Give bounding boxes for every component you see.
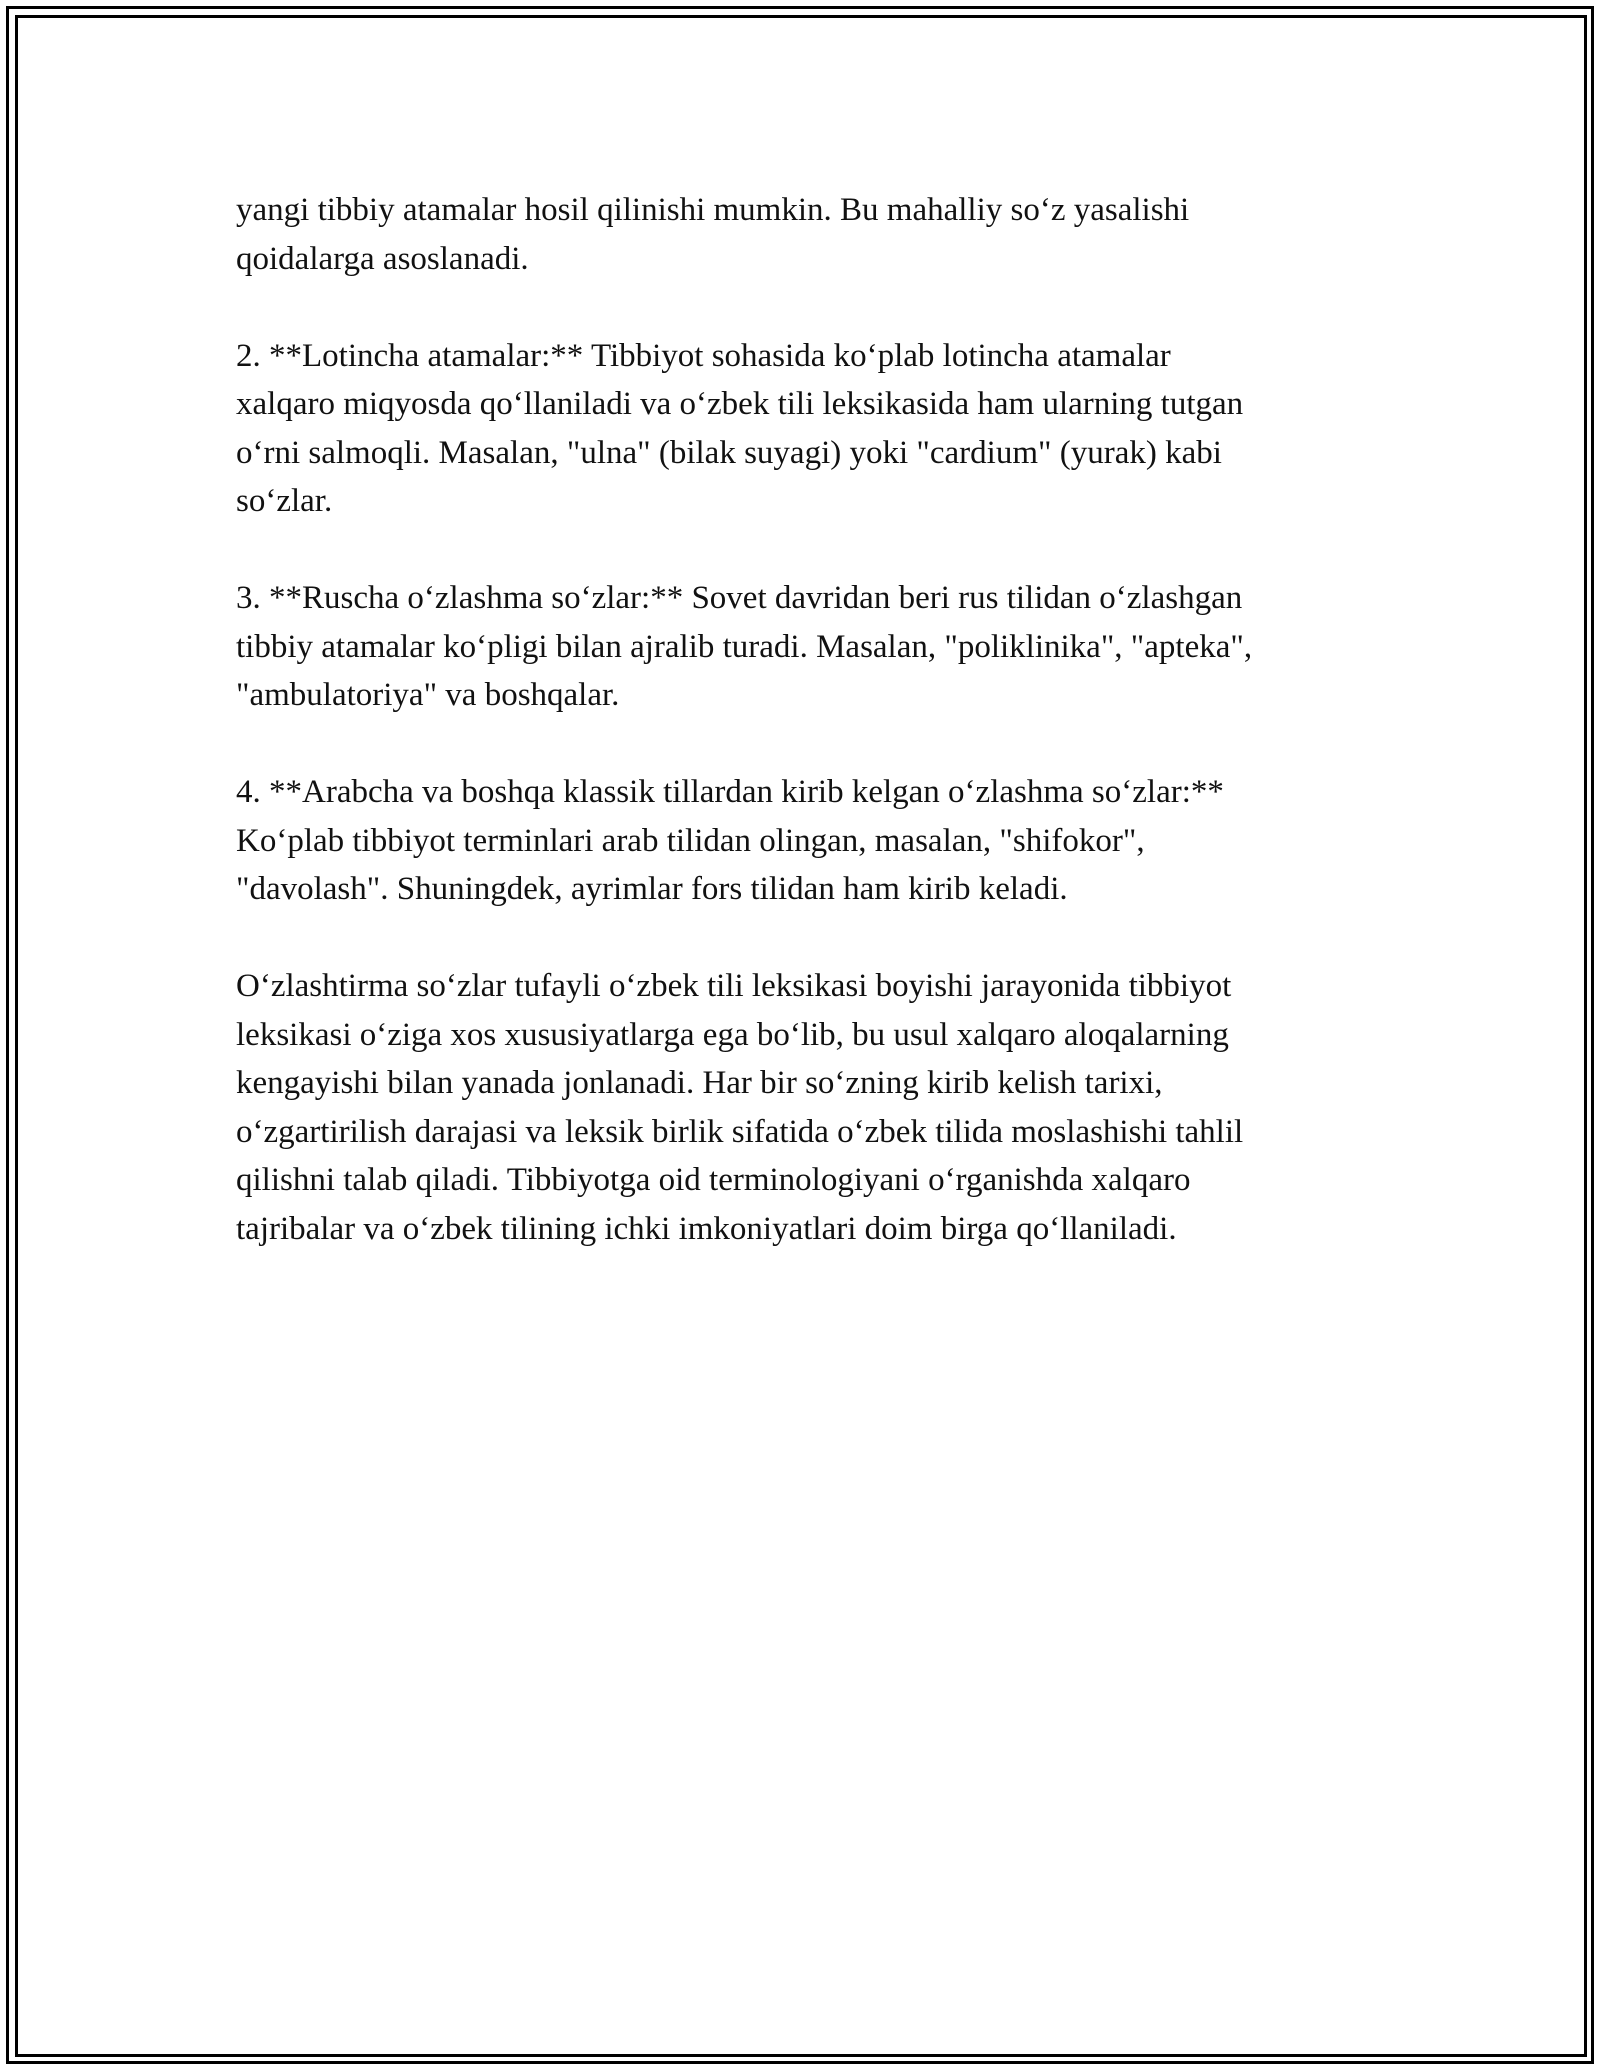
paragraph-conclusion: O‘zlashtirma so‘zlar tufayli o‘zbek tili leksikasi boyishi jarayonida tibbiyot leksikasi o‘ziga xos xususiyatlarga ega bo‘lib, bu usul xalqaro aloqalarning kengayishi bilan yanada jonlanadi. Har bir so‘zning kirib kelish tarixi, o‘zgartirilish darajasi va leksik birlik sifatida o‘zbek tilida moslashishi tahlil qilishni talab qiladi. Tibbiyotga oid terminologiyani o‘rganishda xalqaro tajribalar va o‘zbek tilining ichki imkoniyatlari doim birga qo‘llaniladi.: [236, 968, 1244, 1247]
paragraph-russian-loanwords: 3. **Ruscha o‘zlashma so‘zlar:** Sovet davridan beri rus tilidan o‘zlashgan tibbiy atamalar ko‘pligi bilan ajralib turadi. Masalan, "poliklinika", "apteka", "ambulatoriya" va boshqalar.: [236, 580, 1253, 713]
paragraph-intro-continuation: yangi tibbiy atamalar hosil qilinishi mumkin. Bu mahalliy so‘z yasalishi qoidalarga asoslanadi.: [236, 192, 1190, 277]
paragraph-arabic-loanwords: 4. **Arabcha va boshqa klassik tillardan kirib kelgan o‘zlashma so‘zlar:** Ko‘plab tibbiyot terminlari arab tilidan olingan, masalan, "shifokor", "davolash". Shuningdek, ayrimlar fors tilidan ham kirib keladi.: [236, 774, 1224, 907]
paragraph-latin-terms: 2. **Lotincha atamalar:** Tibbiyot sohasida ko‘plab lotincha atamalar xalqaro miqyosda qo‘llaniladi va o‘zbek tili leksikasida ham ularning tutgan o‘rni salmoqli. Masalan, "ulna" (bilak suyagi) yoki "cardium" (yurak) kabi so‘zlar.: [236, 337, 1244, 519]
document-body: [236, 186, 1396, 1302]
